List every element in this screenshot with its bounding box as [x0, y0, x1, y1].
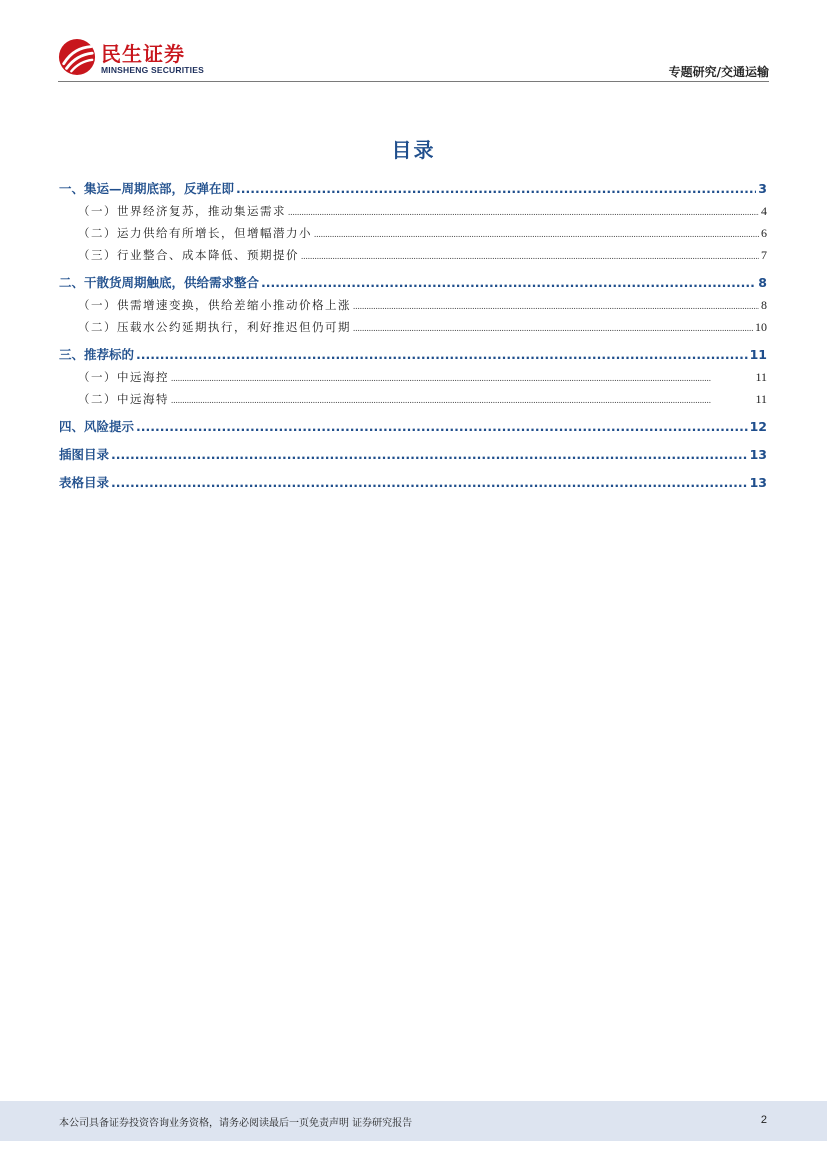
page-header	[58, 36, 769, 82]
toc-entry-page: 11	[755, 392, 767, 406]
toc-entry-page: 13	[749, 447, 767, 462]
toc-entry-label: 一、集运—周期底部，反弹在即	[59, 181, 235, 196]
toc-entry-label: （一）中远海控	[78, 370, 169, 384]
toc-entry-page: 6	[761, 226, 767, 240]
toc-entry-label: 二、干散货周期触底，供给需求整合	[59, 275, 260, 290]
company-logo	[58, 36, 218, 78]
toc-section-entry[interactable]	[59, 472, 767, 494]
minsheng-logo-icon	[58, 38, 96, 76]
toc-entry-label: （二）压载水公约延期执行，利好推迟但仍可期	[78, 320, 351, 334]
report-section-label: 专题研究/交通运输	[668, 65, 769, 79]
dot-leader	[288, 201, 759, 223]
toc-entry-label: 插图目录	[59, 447, 110, 462]
toc-entry-label: （二）中远海特	[78, 392, 169, 406]
brand-name-en: MINSHENG SECURITIES	[101, 65, 204, 75]
table-of-contents	[59, 178, 767, 494]
dot-leader	[261, 272, 756, 294]
toc-entry-label: 三、推荐标的	[59, 347, 135, 362]
dot-leader	[111, 472, 748, 494]
toc-subsection-entry[interactable]	[59, 388, 767, 410]
toc-entry-page: 13	[749, 475, 767, 490]
toc-title: 目录	[391, 138, 436, 162]
footer-disclaimer: 本公司具备证券投资咨询业务资格，请务必阅读最后一页免责声明 证券研究报告	[59, 1118, 413, 1129]
dot-leader	[136, 416, 748, 438]
dot-leader	[353, 295, 759, 317]
toc-entry-page: 7	[761, 248, 767, 262]
toc-entry-label: （三）行业整合、成本降低、预期提价	[78, 248, 299, 262]
toc-entry-page: 10	[755, 320, 767, 334]
dot-leader	[136, 344, 748, 366]
page-number: 2	[760, 1114, 767, 1126]
dot-leader	[353, 317, 753, 339]
toc-entry-label: （二）运力供给有所增长，但增幅潜力小	[78, 226, 312, 240]
toc-entry-label: （一）供需增速变换，供给差缩小推动价格上涨	[78, 298, 351, 312]
toc-section-entry[interactable]	[59, 272, 767, 294]
toc-entry-page: 8	[758, 275, 767, 290]
toc-subsection-entry[interactable]	[59, 294, 767, 316]
toc-entry-page: 12	[749, 419, 767, 434]
toc-subsection-entry[interactable]	[59, 366, 767, 388]
toc-entry-page: 3	[758, 181, 767, 196]
toc-section-entry[interactable]	[59, 416, 767, 438]
page-footer	[0, 1101, 827, 1141]
toc-entry-page: 8	[761, 298, 767, 312]
toc-subsection-entry[interactable]	[59, 200, 767, 222]
toc-entry-label: （一）世界经济复苏，推动集运需求	[78, 204, 286, 218]
toc-section-entry[interactable]	[59, 178, 767, 200]
dot-leader	[171, 389, 753, 411]
dot-leader	[314, 223, 759, 245]
header-divider	[58, 81, 769, 82]
dot-leader	[171, 367, 753, 389]
toc-entry-page: 11	[755, 370, 767, 384]
toc-entry-label: 表格目录	[59, 475, 110, 490]
toc-subsection-entry[interactable]	[59, 222, 767, 244]
brand-name-cn: 民生证券	[101, 42, 185, 66]
toc-section-entry[interactable]	[59, 344, 767, 366]
toc-entry-page: 11	[749, 347, 767, 362]
toc-subsection-entry[interactable]	[59, 316, 767, 338]
dot-leader	[301, 245, 759, 267]
toc-subsection-entry[interactable]	[59, 244, 767, 266]
toc-entry-label: 四、风险提示	[59, 419, 135, 434]
dot-leader	[111, 444, 748, 466]
dot-leader	[236, 178, 756, 200]
toc-entry-page: 4	[761, 204, 767, 218]
toc-section-entry[interactable]	[59, 444, 767, 466]
